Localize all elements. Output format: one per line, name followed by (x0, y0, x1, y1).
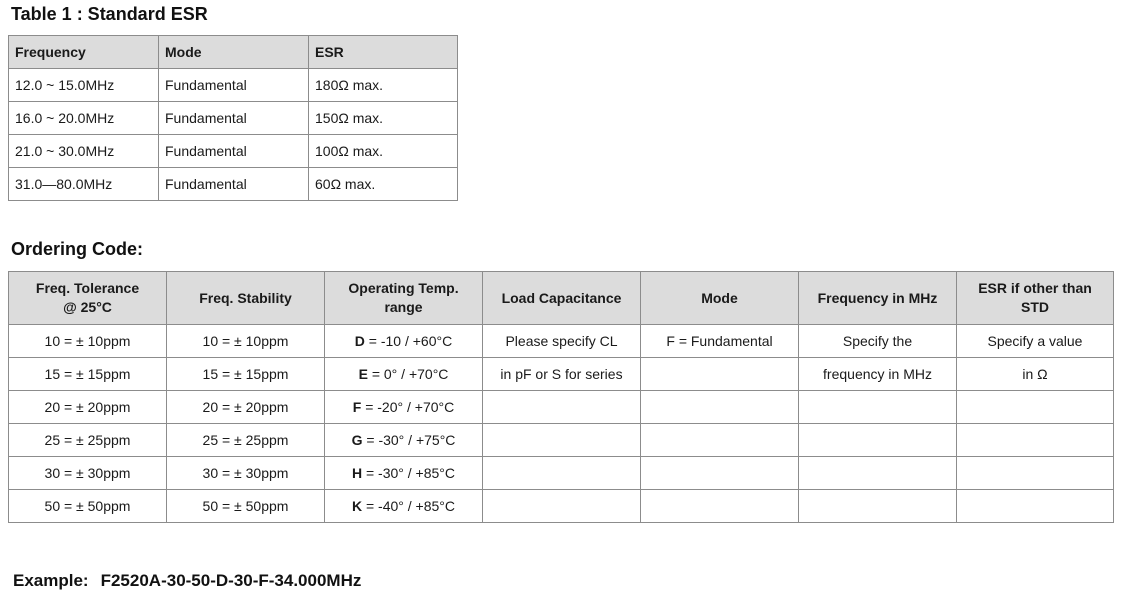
temp-code: D (354, 333, 365, 349)
cell-mode (641, 424, 799, 457)
temp-range-text: = -40° / +85°C (362, 498, 456, 514)
example-code: F2520A-30-50-D-30-F-34.000MHz (100, 571, 362, 590)
table-row (9, 424, 1114, 457)
temp-range-text: = 0° / +70°C (367, 366, 449, 382)
cell-frequency: 21.0 ~ 30.0MHz (9, 135, 159, 168)
cell-esr: 150Ω max. (309, 102, 458, 135)
ordering-code-table (8, 271, 1114, 523)
cell-stability: 50 = ± 50ppm (167, 490, 325, 523)
temp-range-text: = -30° / +85°C (362, 465, 456, 481)
table-row (9, 490, 1114, 523)
table-row (9, 325, 1114, 358)
cell-frequency: 31.0—80.0MHz (9, 168, 159, 201)
cell-temp-range (325, 490, 483, 523)
cell-load-capacitance (483, 391, 641, 424)
cell-mode: Fundamental (159, 102, 309, 135)
example-line (13, 571, 361, 591)
cell-mode: Fundamental (159, 168, 309, 201)
table-header-row (9, 36, 458, 69)
table-row (9, 457, 1114, 490)
cell-esr (957, 490, 1114, 523)
table-header-row (9, 272, 1114, 325)
cell-temp-range (325, 358, 483, 391)
table-row (9, 102, 458, 135)
cell-frequency: Specify the (799, 325, 957, 358)
column-header-frequency: Frequency (9, 36, 159, 69)
cell-load-capacitance (483, 424, 641, 457)
cell-mode: F = Fundamental (641, 325, 799, 358)
table-row (9, 168, 458, 201)
cell-temp-range (325, 424, 483, 457)
cell-stability: 15 = ± 15ppm (167, 358, 325, 391)
cell-load-capacitance: in pF or S for series (483, 358, 641, 391)
table1-title: Table 1 : Standard ESR (11, 4, 208, 24)
ordering-code-title: Ordering Code: (11, 239, 144, 259)
table-row (9, 358, 1114, 391)
cell-load-capacitance (483, 457, 641, 490)
cell-frequency (799, 424, 957, 457)
temp-code: K (351, 498, 363, 514)
cell-mode (641, 358, 799, 391)
cell-tolerance: 30 = ± 30ppm (9, 457, 167, 490)
table-row (9, 135, 458, 168)
cell-tolerance: 50 = ± 50ppm (9, 490, 167, 523)
cell-stability: 20 = ± 20ppm (167, 391, 325, 424)
cell-mode (641, 490, 799, 523)
example-label: Example: (13, 571, 89, 590)
cell-esr (957, 391, 1114, 424)
column-header-esr: ESR (309, 36, 458, 69)
temp-code: H (351, 465, 363, 481)
table-row (9, 391, 1114, 424)
temp-code: E (358, 366, 368, 382)
cell-stability: 10 = ± 10ppm (167, 325, 325, 358)
cell-frequency: 16.0 ~ 20.0MHz (9, 102, 159, 135)
cell-temp-range (325, 457, 483, 490)
cell-tolerance: 10 = ± 10ppm (9, 325, 167, 358)
cell-frequency (799, 457, 957, 490)
column-header-load-capacitance: Load Capacitance (483, 272, 641, 325)
cell-frequency (799, 490, 957, 523)
cell-esr: Specify a value (957, 325, 1114, 358)
cell-frequency: 12.0 ~ 15.0MHz (9, 69, 159, 102)
cell-frequency: frequency in MHz (799, 358, 957, 391)
cell-tolerance: 15 = ± 15ppm (9, 358, 167, 391)
temp-range-text: = -20° / +70°C (361, 399, 455, 415)
column-header-frequency: Frequency in MHz (799, 272, 957, 325)
cell-mode: Fundamental (159, 69, 309, 102)
cell-mode (641, 391, 799, 424)
cell-mode (641, 457, 799, 490)
cell-temp-range (325, 391, 483, 424)
cell-mode: Fundamental (159, 135, 309, 168)
column-header-mode: Mode (641, 272, 799, 325)
cell-stability: 25 = ± 25ppm (167, 424, 325, 457)
cell-esr: 60Ω max. (309, 168, 458, 201)
cell-stability: 30 = ± 30ppm (167, 457, 325, 490)
column-header-tolerance: Freq. Tolerance @ 25°C (9, 272, 167, 325)
cell-frequency (799, 391, 957, 424)
cell-temp-range (325, 325, 483, 358)
column-header-stability: Freq. Stability (167, 272, 325, 325)
temp-code: G (351, 432, 363, 448)
standard-esr-table (8, 35, 458, 201)
column-header-temp-range: Operating Temp. range (325, 272, 483, 325)
cell-load-capacitance: Please specify CL (483, 325, 641, 358)
cell-tolerance: 25 = ± 25ppm (9, 424, 167, 457)
cell-esr (957, 457, 1114, 490)
cell-esr (957, 424, 1114, 457)
cell-esr: in Ω (957, 358, 1114, 391)
table-row (9, 69, 458, 102)
cell-esr: 100Ω max. (309, 135, 458, 168)
temp-range-text: = -30° / +75°C (362, 432, 456, 448)
cell-esr: 180Ω max. (309, 69, 458, 102)
cell-load-capacitance (483, 490, 641, 523)
cell-tolerance: 20 = ± 20ppm (9, 391, 167, 424)
temp-code: F (352, 399, 362, 415)
temp-range-text: = -10 / +60°C (364, 333, 453, 349)
column-header-mode: Mode (159, 36, 309, 69)
column-header-esr: ESR if other than STD (957, 272, 1114, 325)
